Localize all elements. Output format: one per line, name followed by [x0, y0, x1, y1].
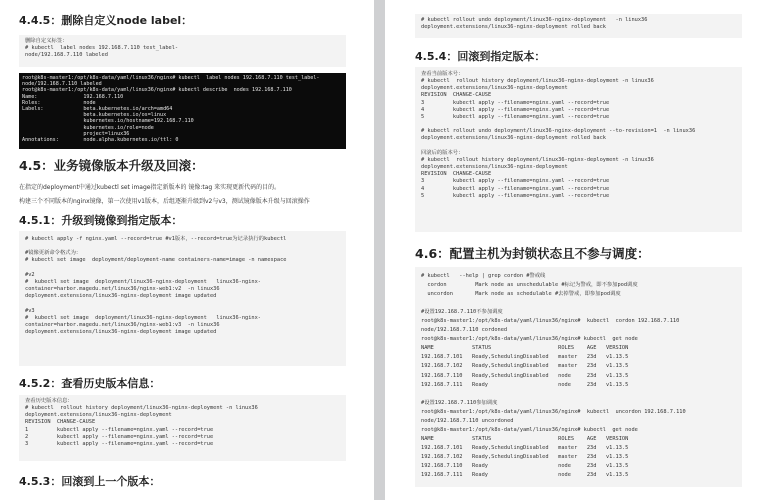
code-line: node/192.168.7.110 labeled [22, 81, 102, 88]
code-line: REVISION CHANGE-CAUSE [421, 92, 492, 99]
code-line: # kubectl rollout history deployment/linux36-nginx-deployment -n linux36 [421, 78, 654, 85]
code-line: # kubectl rollout undo deployment/linux36-nginx-deployment -n linux36 [421, 17, 648, 23]
code-line [421, 299, 736, 308]
code-line: beta.kubernetes.io/os=linux [22, 112, 167, 119]
code-line: #设置192.168.7.110参加调度 [421, 399, 498, 406]
heading-4-5: 4.5：业务镜像版本升级及回滚： [19, 158, 204, 173]
code-line: deployment.extensions/linux36-nginx-deployment [25, 412, 172, 419]
code-line: deployment.extensions/linux36-nginx-deployment rolled back [421, 135, 606, 142]
code-line: 5 kubectl apply --filename=nginx.yaml --record=true [421, 192, 610, 199]
code-line [421, 143, 736, 150]
code-line: 1 kubectl apply --filename=nginx.yaml --record=true [25, 426, 214, 433]
code-line: 查看当前版本号： [421, 71, 464, 77]
code-line: root@k8s-master1:/opt/k8s-data/yaml/linux36/nginx# kubectl get node [421, 336, 638, 343]
code-line: # kubectl label nodes 192.168.7.110 test_label- [25, 45, 179, 52]
heading-4-4-5: 4.4.5：删除自定义node label： [19, 14, 193, 27]
code-line: deployment.extensions/linux36-nginx-deployment [421, 85, 568, 92]
heading-4-5-2: 4.5.2：查看历史版本信息： [19, 377, 161, 390]
paragraph-three-versions: 构建三个不同版本的nginx镜像，第一次使用v1版本，后组逐渐升级到v2与v3，测试镜像版本升级与回滚操作 [19, 198, 310, 205]
code-line: # kubectl rollout history deployment/linux36-nginx-deployment -n linux36 [421, 156, 654, 163]
left-document-page [0, 0, 374, 500]
code-line: 3 kubectl apply --filename=nginx.yaml --record=true [421, 99, 610, 106]
code-line: 2 kubectl apply --filename=nginx.yaml --record=true [25, 433, 214, 440]
code-block-rollout-undo [415, 14, 742, 38]
code-line: # kubectl rollout history deployment/linux36-nginx-deployment -n linux36 [25, 405, 258, 412]
heading-4-5-1: 4.5.1：升级到镜像到指定版本： [19, 214, 183, 227]
code-line: #v2 [25, 271, 35, 278]
code-line: 删除自定义标签： [25, 38, 68, 44]
code-block-cordon [415, 267, 742, 487]
code-line: root@k8s-master1:/opt/k8s-data/yaml/linux36/nginx# kubectl uncordon 192.168.7.110 [421, 408, 686, 415]
code-line: 3 kubectl apply --filename=nginx.yaml --record=true [421, 178, 610, 185]
code-line: kubernetes.io/role=node [22, 124, 154, 131]
code-line: 192.168.7.102 Ready,SchedulingDisabled master 23d v1.13.5 [421, 453, 629, 460]
code-line: 回滚后的版本号： [421, 149, 464, 156]
code-line: cordon Mark node as unschedulable #标记为警戒，即不参加pod调度 [421, 282, 638, 289]
code-line: 4 kubectl apply --filename=nginx.yaml --record=true [421, 185, 610, 192]
code-line: deployment.extensions/linux36-nginx-deployment rolled back [421, 24, 606, 31]
code-line [421, 390, 736, 399]
code-line: deployment.extensions/linux36-nginx-deployment image updated [25, 329, 217, 336]
code-line: Labels: beta.kubernetes.io/arch=amd64 [22, 106, 173, 113]
code-block-upgrade [19, 231, 346, 366]
code-line: 192.168.7.102 Ready,SchedulingDisabled master 23d v1.13.5 [421, 363, 629, 370]
terminal-screenshot [19, 73, 346, 149]
code-line: uncordon Mark node as schedulable #去掉警戒，即参加pod调度 [421, 291, 621, 298]
code-line: 192.168.7.111 Ready node 23d v1.13.5 [421, 381, 629, 388]
code-line: # kubectl set image deployment/linux36-nginx-deployment linux36-nginx- [25, 278, 261, 285]
code-line: #v3 [25, 307, 35, 314]
code-line: 192.168.7.101 Ready,SchedulingDisabled master 23d v1.13.5 [421, 444, 629, 451]
code-line: root@k8s-master1:/opt/k8s-data/yaml/linux36/nginx# kubectl cordon 192.168.7.110 [421, 318, 680, 325]
code-line: NAME STATUS ROLES AGE VERSION [421, 345, 629, 352]
heading-4-5-3: 4.5.3：回滚到上一个版本： [19, 475, 161, 488]
code-line: 192.168.7.110 Ready node 23d v1.13.5 [421, 462, 629, 469]
code-line: # kubectl apply -f nginx.yaml --record=true #v1版本，--record=true为记录执行的kubectl [25, 236, 287, 242]
code-line: REVISION CHANGE-CAUSE [421, 171, 492, 178]
code-line: node/192.168.7.110 cordoned [421, 327, 508, 334]
code-line: #镜像更新命令格式为： [25, 250, 82, 257]
page-gutter [374, 0, 385, 500]
code-line: # kubectl --help | grep cordon #警戒线 [421, 273, 546, 279]
right-document-page [385, 0, 759, 500]
code-line: NAME STATUS ROLES AGE VERSION [421, 435, 629, 442]
code-line: Roles: node [22, 99, 96, 106]
code-block-rollback-revision [415, 67, 742, 232]
heading-4-6: 4.6：配置主机为封锁状态且不参与调度： [415, 246, 650, 261]
code-block-history [19, 395, 346, 461]
code-block-remove-label [19, 35, 346, 67]
code-line: kubernetes.io/hostname=192.168.7.110 [22, 118, 194, 125]
code-line: root@k8s-master1:/opt/k8s-data/yaml/linux36/nginx# kubectl label nodes 192.168.7.110 test_label- [22, 75, 320, 81]
code-line: node/192.168.7.110 uncordoned [421, 417, 514, 424]
code-line: # kubectl set image deployment/linux36-nginx-deployment linux36-nginx- [25, 314, 261, 321]
code-line: 3 kubectl apply --filename=nginx.yaml --record=true [25, 440, 214, 447]
code-line: root@k8s-master1:/opt/k8s-data/yaml/linux36/nginx# kubectl describe nodes 192.168.7.110 [22, 87, 292, 94]
code-line: REVISION CHANGE-CAUSE [25, 419, 96, 426]
code-line: root@k8s-master1:/opt/k8s-data/yaml/linux36/nginx# kubectl get node [421, 426, 638, 433]
code-line: 查看历史版本信息： [25, 398, 73, 404]
code-line [25, 300, 340, 307]
code-line: 192.168.7.110 Ready,SchedulingDisabled node 23d v1.13.5 [421, 372, 629, 379]
code-line: Name: 192.168.7.110 [22, 93, 124, 100]
code-line: # kubectl rollout undo deployment/linux36-nginx-deployment --to-revision=1 -n linux36 [421, 128, 696, 135]
code-line: 192.168.7.101 Ready,SchedulingDisabled master 23d v1.13.5 [421, 354, 629, 361]
code-line: container=harbor.magedu.net/linux36/nginx-web1:v2 -n linux36 [25, 286, 220, 293]
heading-4-5-4: 4.5.4：回滚到指定版本： [415, 50, 546, 63]
code-line: 4 kubectl apply --filename=nginx.yaml --record=true [421, 106, 610, 113]
code-line: #设置192.168.7.110不参加调度 [421, 309, 503, 316]
code-line [421, 121, 736, 128]
code-line: deployment.extensions/linux36-nginx-deployment [421, 164, 568, 171]
code-line: project=linux36 [22, 130, 130, 137]
code-line: deployment.extensions/linux36-nginx-deployment image updated [25, 293, 217, 300]
code-line: 192.168.7.111 Ready node 23d v1.13.5 [421, 472, 629, 479]
code-line: Annotations: node.alpha.kubernetes.io/ttl: 0 [22, 137, 179, 144]
code-line [25, 265, 340, 272]
code-line: node/192.168.7.110 labeled [25, 52, 108, 59]
code-line: # kubectl set image deployment/deployment-name containers-name=image -n namespace [25, 257, 287, 264]
paragraph-set-image-intro: 在指定的deployment中通过kubectl set image指定新版本的 镜像:tag 来实现更新代码的目的。 [19, 184, 281, 191]
code-line: 5 kubectl apply --filename=nginx.yaml --record=true [421, 113, 610, 120]
code-line: container=harbor.magedu.net/linux36/nginx-web1:v3 -n linux36 [25, 321, 220, 328]
